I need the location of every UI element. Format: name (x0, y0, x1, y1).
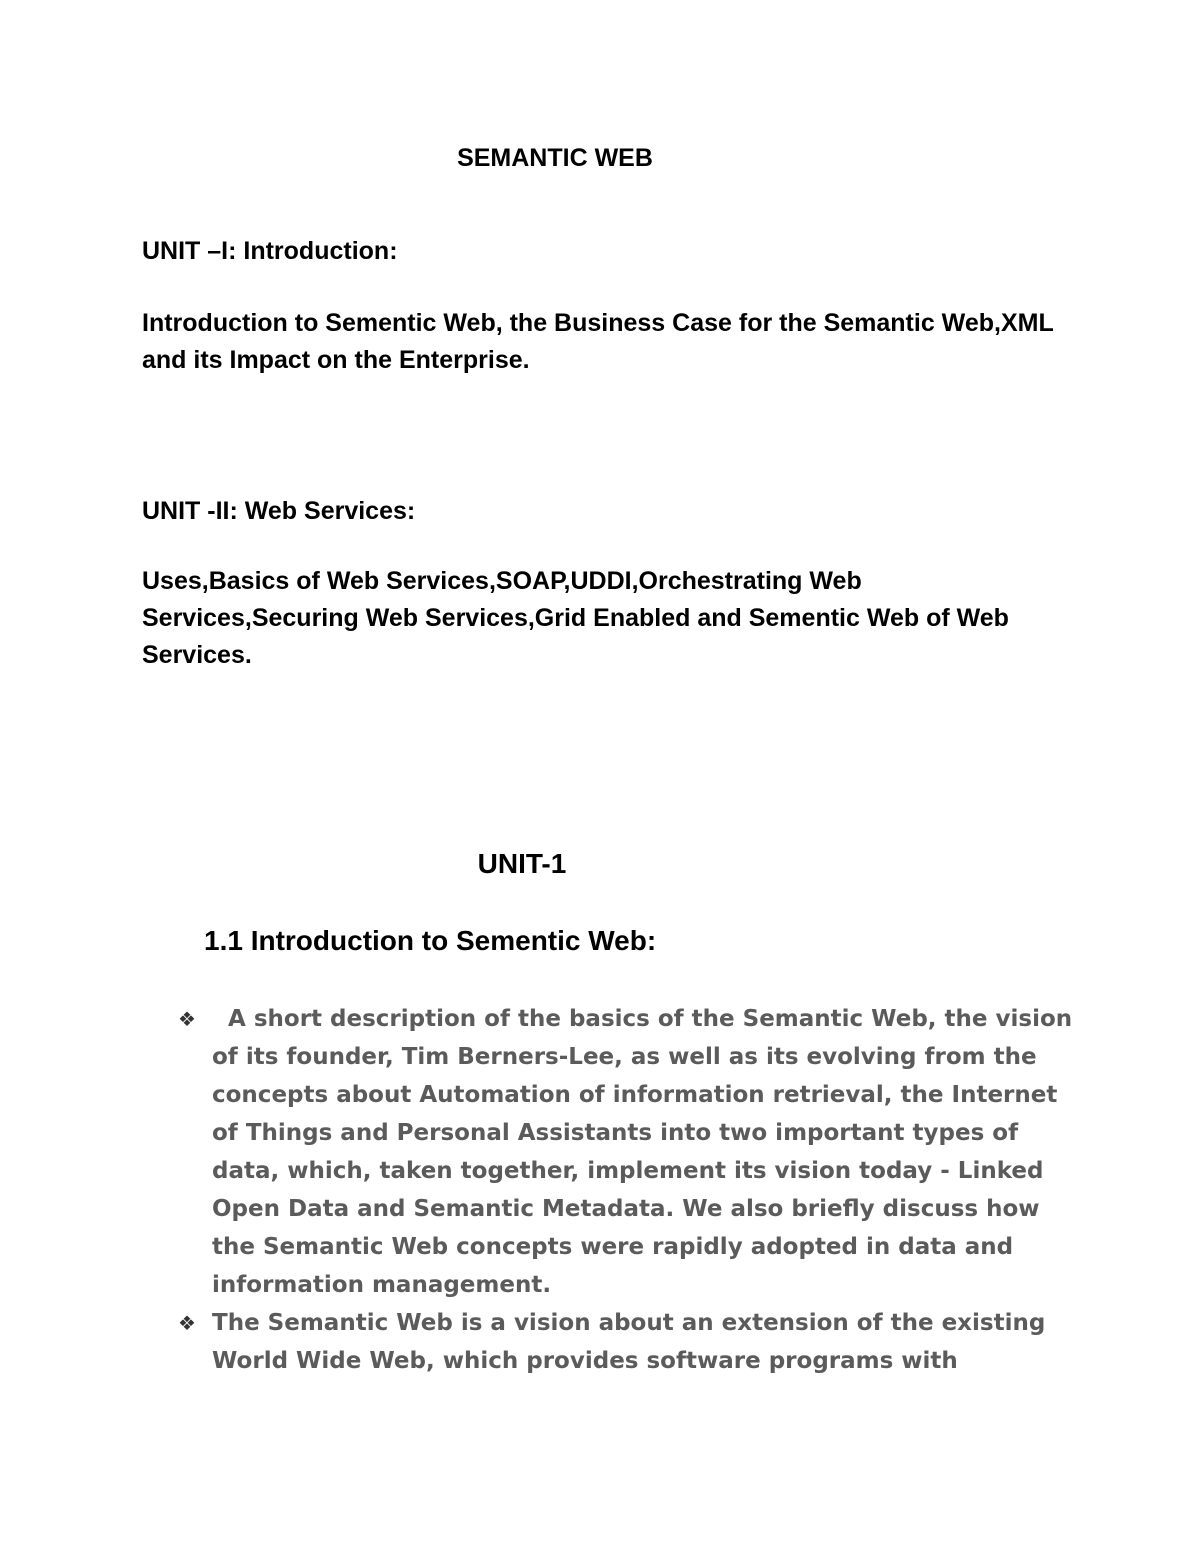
bullet-list (178, 1000, 1081, 1380)
section-heading: 1.1 Introduction to Sementic Web: (204, 925, 657, 956)
document-title: SEMANTIC WEB (457, 144, 653, 172)
unit-1-description: Introduction to Sementic Web, the Business Case for the Semantic Web,XML and its Impact on the Enterprise. (142, 309, 1054, 374)
list-item (178, 1000, 1081, 1304)
bullet-text: A short description of the basics of the Semantic Web, the vision of its founder, Tim Berners-Lee, as well as its evolving from the concepts about Automation of information retrieval, the Internet of Things and Personal Assistants into two important types of data, which, taken together, implement its vision today - Linked Open Data and Semantic Metadata. We also briefly discuss how the Semantic Web concepts were rapidly adopted in data and information management. (212, 1006, 1081, 1298)
unit-2-heading: UNIT -II: Web Services: (142, 497, 416, 525)
bullet-text: The Semantic Web is a vision about an extension of the existing World Wide Web, which provides software programs with (212, 1310, 1046, 1374)
diamond-bullet-icon: ❖ (178, 1311, 196, 1335)
diamond-bullet-icon: ❖ (178, 1007, 196, 1031)
unit-1-heading: UNIT –I: Introduction: (142, 237, 398, 265)
list-item (178, 1304, 1078, 1380)
unit-2-description: Uses,Basics of Web Services,SOAP,UDDI,Orchestrating Web Services,Securing Web Services,Grid Enabled and Sementic Web of Web Services. (142, 567, 1009, 669)
unit-1-title: UNIT-1 (477, 848, 567, 879)
